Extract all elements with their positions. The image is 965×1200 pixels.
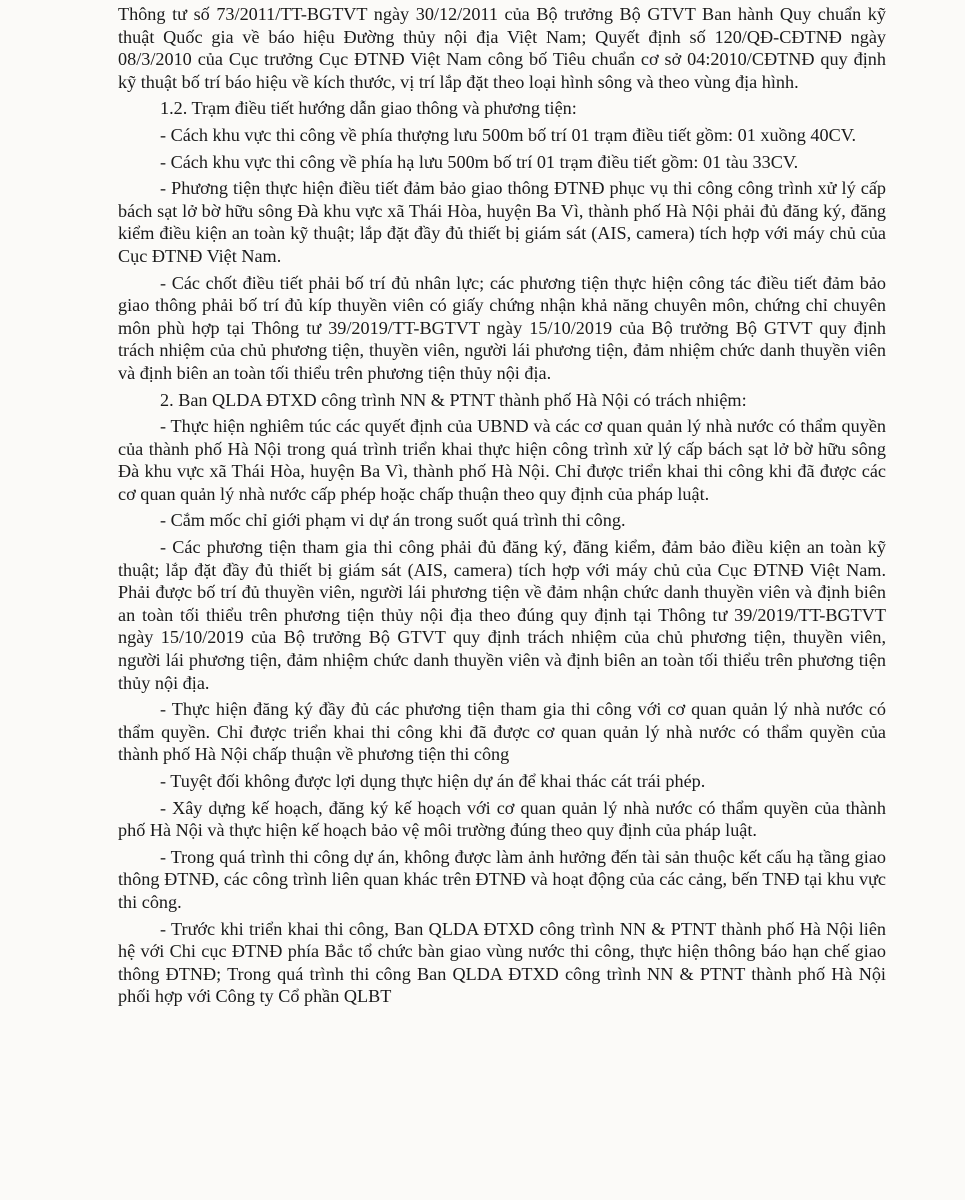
paragraph-regulating-posts: - Các chốt điều tiết phải bố trí đủ nhân lực; các phương tiện thực hiện công tác điều tiết đảm bảo giao thông phải bố trí đủ kíp thuyền viên có giấy chứng nhận khả năng chuyên môn, chứng chỉ chuyên môn phù hợp tại Thông tư 39/2019/TT-BGTVT ngày 15/10/2019 của Bộ trưởng Bộ GTVT quy định trách nhiệm của chủ phương tiện, thuyền viên, người lái phương tiện, đảm nhiệm chức danh thuyền viên và định biên an toàn tối thiểu trên phương tiện thủy nội địa. xyxy=(118,272,886,383)
paragraph-strict-compliance: - Thực hiện nghiêm túc các quyết định của UBND và các cơ quan quản lý nhà nước có thẩm quyền của thành phố Hà Nội trong quá trình triển khai thực hiện công trình xử lý cấp bách sạt lở bờ hữu sông Đà khu vực xã Thái Hòa, huyện Ba Vì, thành phố Hà Nội. Chỉ được triển khai thi công khi đã được các cơ quan quản lý nhà nước cấp phép hoặc chấp thuận theo quy định của pháp luật. xyxy=(118,416,886,504)
paragraph-handover-coordination: - Trước khi triển khai thi công, Ban QLDA ĐTXD công trình NN & PTNT thành phố Hà Nội liên hệ với Chi cục ĐTNĐ phía Bắc tổ chức bàn giao vùng nước thi công, thực hiện thông báo hạn chế giao thông ĐTNĐ; Trong quá trình thi công Ban QLDA ĐTXD công trình NN & PTNT thành phố Hà Nội phối hợp với Công ty Cổ phần QLBT xyxy=(118,918,886,1007)
paragraph-construction-vessels: - Các phương tiện tham gia thi công phải đủ đăng ký, đăng kiểm, đảm bảo điều kiện an toàn kỹ thuật; lắp đặt đầy đủ thiết bị giám sát (AIS, camera) tích hợp với máy chủ của Cục ĐTNĐ Việt Nam. Phải được bố trí đủ thuyền viên, người lái phương tiện về đảm nhận chức danh thuyền viên và định biên an toàn tối thiểu trên phương tiện thủy nội địa theo đúng quy định tại Thông tư 39/2019/TT-BGTVT ngày 15/10/2019 của Bộ trưởng Bộ GTVT quy định trách nhiệm của chủ phương tiện, thuyền viên, người lái phương tiện, đảm nhiệm chức danh thuyền viên và định biên an toàn tối thiểu trên phương tiện thủy nội địa. xyxy=(118,537,886,693)
section-2-heading: 2. Ban QLDA ĐTXD công trình NN & PTNT thành phố Hà Nội có trách nhiệm: xyxy=(160,389,747,410)
paragraph-sand-mining-ban: - Tuyệt đối không được lợi dụng thực hiện dự án để khai thác cát trái phép. xyxy=(160,771,706,791)
section-1-2-heading: 1.2. Trạm điều tiết hướng dẫn giao thông và phương tiện: xyxy=(160,98,577,119)
paragraph-regulating-vessels: - Phương tiện thực hiện điều tiết đảm bảo giao thông ĐTNĐ phục vụ thi công công trình xử lý cấp bách sạt lở bờ hữu sông Đà khu vực xã Thái Hòa, huyện Ba Vì, thành phố Hà Nội phải đủ đăng ký, đăng kiểm điều kiện an toàn kỹ thuật; lắp đặt đầy đủ thiết bị giám sát (AIS, camera) tích hợp với máy chủ của Cục ĐTNĐ Việt Nam. xyxy=(118,178,886,266)
paragraph-upstream-station: - Cách khu vực thi công về phía thượng lưu 500m bố trí 01 trạm điều tiết gồm: 01 xuồng 40CV. xyxy=(160,124,857,145)
paragraph-infrastructure-protection: - Trong quá trình thi công dự án, không được làm ảnh hưởng đến tài sản thuộc kết cấu hạ tầng giao thông ĐTNĐ, các công trình liên quan khác trên ĐTNĐ và hoạt động của các cảng, bến TNĐ tại khu vực thi công. xyxy=(118,846,886,912)
paragraph-downstream-station: - Cách khu vực thi công về phía hạ lưu 500m bố trí 01 trạm điều tiết gồm: 01 tàu 33CV. xyxy=(160,151,799,172)
paragraph-vessel-registration: - Thực hiện đăng ký đầy đủ các phương tiện tham gia thi công với cơ quan quản lý nhà nước có thẩm quyền. Chỉ được triển khai thi công khi đã được cơ quan quản lý nhà nước có thẩm quyền của thành phố Hà Nội chấp thuận về phương tiện thi công xyxy=(118,699,886,765)
paragraph-boundary-markers: - Cắm mốc chỉ giới phạm vi dự án trong suốt quá trình thi công. xyxy=(160,510,626,531)
paragraph-environment-plan: - Xây dựng kế hoạch, đăng ký kế hoạch với cơ quan quản lý nhà nước có thẩm quyền của thành phố Hà Nội và thực hiện kế hoạch bảo vệ môi trường đúng theo quy định của pháp luật. xyxy=(118,797,886,841)
document-body xyxy=(118,3,886,1012)
paragraph-legal-references: Thông tư số 73/2011/TT-BGTVT ngày 30/12/2011 của Bộ trưởng Bộ GTVT Ban hành Quy chuẩn kỹ thuật Quốc gia về báo hiệu Đường thủy nội địa Việt Nam; Quyết định số 120/QĐ-CĐTNĐ ngày 08/3/2010 của Cục trưởng Cục ĐTNĐ Việt Nam công bố Tiêu chuẩn cơ sở 04:2010/CĐTNĐ quy định kỹ thuật bố trí báo hiệu về kích thước, vị trí lắp đặt theo loại hình sông và theo vùng địa hình. xyxy=(118,4,886,92)
